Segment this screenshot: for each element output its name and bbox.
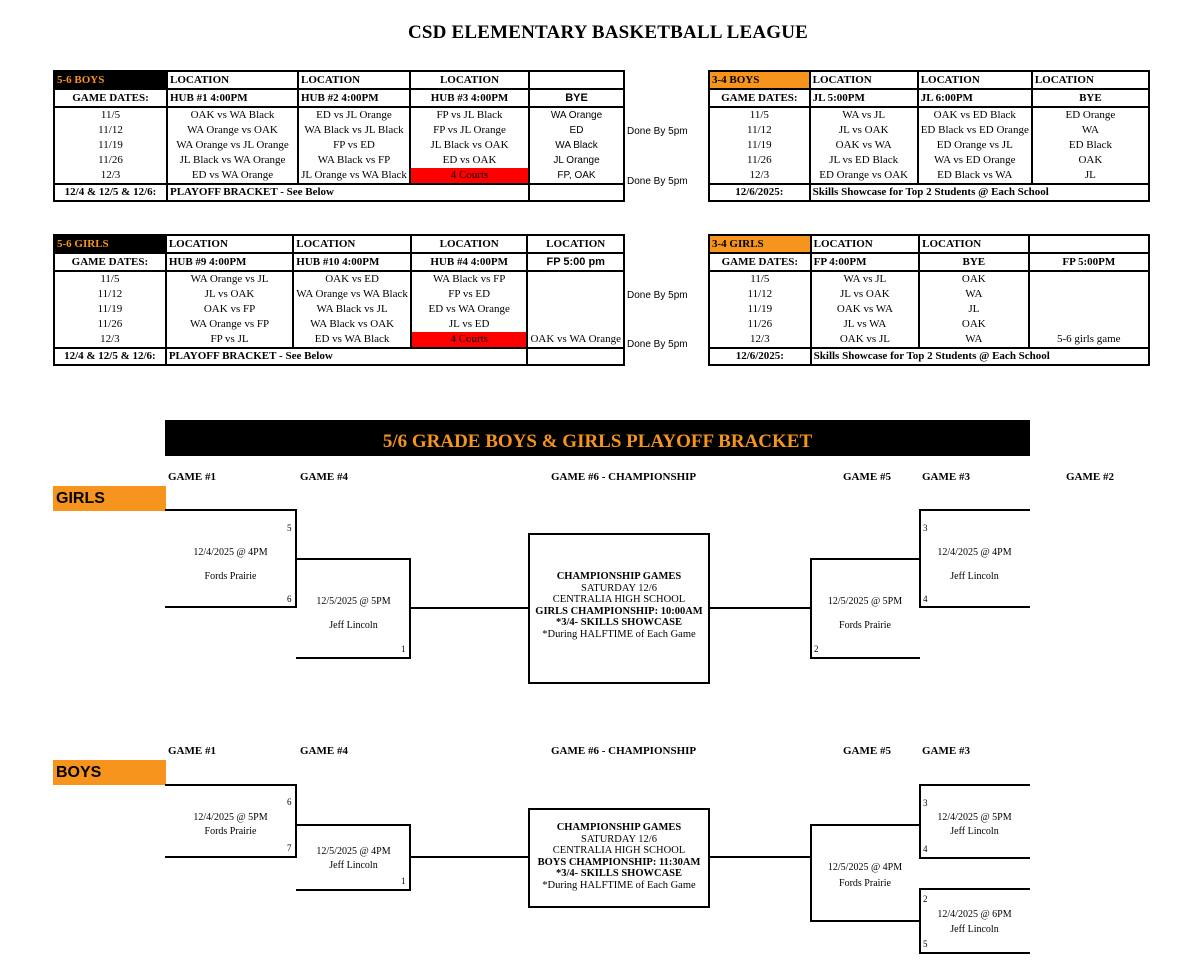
table-cell: 12/3 xyxy=(54,168,167,184)
table-cell: 11/12 xyxy=(709,123,810,138)
column-header: LOCATION xyxy=(166,235,293,253)
table-title: 5-6 GIRLS xyxy=(54,235,166,253)
column-header: LOCATION xyxy=(293,235,411,253)
bracket-banner: 5/6 GRADE BOYS & GIRLS PLAYOFF BRACKET xyxy=(165,420,1030,456)
table-cell: WA Orange vs WA Black xyxy=(293,287,411,302)
column-header xyxy=(529,71,624,89)
championship-date: SATURDAY 12/6 xyxy=(581,833,657,845)
table-cell: JL vs OAK xyxy=(166,287,293,302)
table-cell: 4 Courts xyxy=(410,168,529,184)
game-label: GAME #1 xyxy=(168,471,216,483)
table-cell xyxy=(527,302,624,317)
table-cell: OAK vs WA xyxy=(811,302,919,317)
column-header: LOCATION xyxy=(919,235,1028,253)
table-cell: 11/26 xyxy=(709,317,811,332)
game-date: 12/4/2025 @ 4PM xyxy=(937,547,1012,558)
column-header: FP 5:00 pm xyxy=(527,253,624,271)
game-location: Fords Prairie xyxy=(204,571,257,582)
championship-venue: CENTRALIA HIGH SCHOOL xyxy=(552,845,686,856)
table-cell: JL Black vs OAK xyxy=(410,138,529,153)
girls-34-schedule-table xyxy=(708,234,1150,366)
table-cell xyxy=(527,271,624,287)
table-cell: ED xyxy=(529,123,624,138)
column-header: LOCATION xyxy=(411,235,528,253)
table-cell: FP vs JL Orange xyxy=(410,123,529,138)
table-cell xyxy=(527,317,624,332)
table-cell: ED vs WA Black xyxy=(293,332,411,348)
table-cell: OAK vs WA Orange xyxy=(527,332,624,348)
table-cell xyxy=(1029,317,1149,332)
table-footer-label: 12/4 & 12/5 & 12/6: xyxy=(54,348,166,365)
table-cell: 12/3 xyxy=(709,332,811,348)
table-cell: WA vs JL xyxy=(811,271,919,287)
side-note: Done By 5pm xyxy=(627,339,688,350)
championship-venue: CENTRALIA HIGH SCHOOL xyxy=(552,594,686,605)
girls-56-schedule-table xyxy=(53,234,625,366)
table-cell: 11/19 xyxy=(54,138,167,153)
boys-34-schedule-table xyxy=(708,70,1150,202)
column-header: JL 6:00PM xyxy=(918,89,1032,107)
game-date: 12/5/2025 @ 4PM xyxy=(316,846,391,857)
table-cell: 12/3 xyxy=(54,332,166,348)
table-cell: ED Black vs ED Orange xyxy=(918,123,1032,138)
game-label: GAME #6 - CHAMPIONSHIP xyxy=(551,471,697,483)
table-cell: ED vs OAK xyxy=(410,153,529,168)
column-header: LOCATION xyxy=(811,235,919,253)
game-location: Fords Prairie xyxy=(839,878,891,889)
seed-number: 7 xyxy=(287,843,292,853)
column-header: LOCATION xyxy=(810,71,918,89)
game-label: GAME #2 xyxy=(1066,471,1114,483)
championship-time: GIRLS CHAMPIONSHIP: 10:00AM xyxy=(535,605,703,617)
table-cell: ED vs JL Orange xyxy=(298,107,410,123)
table-cell: ED Orange vs OAK xyxy=(810,168,918,184)
table-footer-text: Skills Showcase for Top 2 Students @ Each School xyxy=(810,184,1149,201)
table-cell: ED vs WA Orange xyxy=(411,302,528,317)
table-cell: WA xyxy=(919,332,1028,348)
table-cell: WA Black vs JL xyxy=(293,302,411,317)
table-cell: ED Black xyxy=(1032,138,1149,153)
table-cell xyxy=(1029,287,1149,302)
table-cell: OAK vs JL xyxy=(811,332,919,348)
seed-number: 6 xyxy=(287,594,292,604)
side-note: Done By 5pm xyxy=(627,126,688,137)
boys-championship-box xyxy=(528,808,710,908)
table-cell: OAK vs WA xyxy=(810,138,918,153)
game-location: Jeff Lincoln xyxy=(950,826,999,837)
game-date: 12/4/2025 @ 4PM xyxy=(193,547,268,558)
table-cell: 11/12 xyxy=(54,287,166,302)
table-cell: ED Orange vs JL xyxy=(918,138,1032,153)
seed-number: 3 xyxy=(923,523,928,533)
table-cell: 11/12 xyxy=(709,287,811,302)
skills-showcase: *3/4- SKILLS SHOWCASE xyxy=(555,868,683,879)
table-cell: ED Black vs WA xyxy=(918,168,1032,184)
table-footer-text: PLAYOFF BRACKET - See Below xyxy=(167,184,529,201)
girls-section-label: GIRLS xyxy=(53,486,166,511)
game-label: GAME #4 xyxy=(300,745,348,757)
table-cell: WA Black vs FP xyxy=(411,271,528,287)
table-footer-text: PLAYOFF BRACKET - See Below xyxy=(166,348,528,365)
table-cell: 11/26 xyxy=(54,317,166,332)
side-note: Done By 5pm xyxy=(627,176,688,187)
table-cell: FP vs ED xyxy=(298,138,410,153)
table-cell: JL Orange vs WA Black xyxy=(298,168,410,184)
table-title: 3-4 BOYS xyxy=(709,71,810,89)
championship-time: BOYS CHAMPIONSHIP: 11:30AM xyxy=(537,856,701,868)
table-cell: WA Black vs FP xyxy=(298,153,410,168)
table-cell: 11/5 xyxy=(709,271,811,287)
column-header: BYE xyxy=(1032,89,1149,107)
table-cell: 11/19 xyxy=(709,138,810,153)
table-cell: WA Orange vs JL Orange xyxy=(167,138,298,153)
side-note: Done By 5pm xyxy=(627,290,688,301)
table-cell: 11/5 xyxy=(54,107,167,123)
column-header: GAME DATES: xyxy=(709,89,810,107)
game-location: Jeff Lincoln xyxy=(329,860,378,871)
table-cell: JL vs ED Black xyxy=(810,153,918,168)
table-cell: WA Black vs JL Black xyxy=(298,123,410,138)
game-label: GAME #6 - CHAMPIONSHIP xyxy=(551,745,697,757)
column-header: GAME DATES: xyxy=(709,253,811,271)
game-label: GAME #3 xyxy=(922,471,970,483)
seed-number: 6 xyxy=(287,797,292,807)
table-title: 3-4 GIRLS xyxy=(709,235,811,253)
seed-number: 2 xyxy=(814,644,819,654)
column-header: FP 4:00PM xyxy=(811,253,919,271)
championship-title: CHAMPIONSHIP GAMES xyxy=(556,822,682,833)
table-cell: OAK xyxy=(919,271,1028,287)
table-cell: FP vs ED xyxy=(411,287,528,302)
column-header: LOCATION xyxy=(1032,71,1149,89)
table-cell: WA xyxy=(1032,123,1149,138)
table-cell: 11/19 xyxy=(54,302,166,317)
table-cell: OAK vs ED Black xyxy=(918,107,1032,123)
table-cell: JL Black vs WA Orange xyxy=(167,153,298,168)
column-header: HUB #1 4:00PM xyxy=(167,89,298,107)
table-cell: JL vs ED xyxy=(411,317,528,332)
game-label: GAME #4 xyxy=(300,471,348,483)
table-cell: JL vs OAK xyxy=(811,287,919,302)
table-cell: 5-6 girls game xyxy=(1029,332,1149,348)
table-cell: OAK vs ED xyxy=(293,271,411,287)
game-date: 12/4/2025 @ 6PM xyxy=(937,909,1012,920)
table-cell: ED vs WA Orange xyxy=(167,168,298,184)
seed-number: 4 xyxy=(923,844,928,854)
halftime-note: *During HALFTIME of Each Game xyxy=(542,628,696,640)
game-location: Jeff Lincoln xyxy=(950,571,999,582)
championship-title: CHAMPIONSHIP GAMES xyxy=(556,571,682,582)
seed-number: 1 xyxy=(401,644,406,654)
seed-number: 3 xyxy=(923,798,928,808)
seed-number: 2 xyxy=(923,894,928,904)
table-cell: WA vs ED Orange xyxy=(918,153,1032,168)
column-header: JL 5:00PM xyxy=(810,89,918,107)
game-label: GAME #5 xyxy=(843,745,891,757)
column-header: BYE xyxy=(919,253,1028,271)
championship-date: SATURDAY 12/6 xyxy=(581,582,657,594)
table-cell: JL xyxy=(1032,168,1149,184)
column-header: LOCATION xyxy=(527,235,624,253)
table-cell: 11/12 xyxy=(54,123,167,138)
table-cell: FP vs JL xyxy=(166,332,293,348)
game-date: 12/4/2025 @ 5PM xyxy=(937,812,1012,823)
skills-showcase: *3/4- SKILLS SHOWCASE xyxy=(555,617,683,628)
table-cell: FP, OAK xyxy=(529,168,624,184)
table-cell: JL vs WA xyxy=(811,317,919,332)
seed-number: 4 xyxy=(923,594,928,604)
game-label: GAME #3 xyxy=(922,745,970,757)
game-label: GAME #1 xyxy=(168,745,216,757)
game-location: Jeff Lincoln xyxy=(950,924,999,935)
table-cell: JL xyxy=(919,302,1028,317)
column-header: HUB #10 4:00PM xyxy=(293,253,411,271)
seed-number: 5 xyxy=(923,939,928,949)
table-cell xyxy=(527,287,624,302)
game-date: 12/5/2025 @ 4PM xyxy=(827,862,903,873)
column-header: LOCATION xyxy=(167,71,298,89)
column-header: HUB #3 4:00PM xyxy=(410,89,529,107)
game-location: Fords Prairie xyxy=(204,826,257,837)
table-title: 5-6 BOYS xyxy=(54,71,167,89)
column-header: HUB #4 4:00PM xyxy=(411,253,528,271)
table-footer-label: 12/4 & 12/5 & 12/6: xyxy=(54,184,167,201)
column-header: GAME DATES: xyxy=(54,253,166,271)
seed-number: 5 xyxy=(287,523,292,533)
table-cell: OAK vs FP xyxy=(166,302,293,317)
column-header: GAME DATES: xyxy=(54,89,167,107)
table-cell: WA vs JL xyxy=(810,107,918,123)
table-cell: 11/26 xyxy=(709,153,810,168)
table-cell: 11/5 xyxy=(54,271,166,287)
table-cell: FP vs JL Black xyxy=(410,107,529,123)
table-footer-label: 12/6/2025: xyxy=(709,348,811,365)
table-cell: ED Orange xyxy=(1032,107,1149,123)
game-location: Jeff Lincoln xyxy=(329,620,378,631)
halftime-note: *During HALFTIME of Each Game xyxy=(542,879,696,891)
column-header: HUB #9 4:00PM xyxy=(166,253,293,271)
table-cell: 11/26 xyxy=(54,153,167,168)
table-cell: WA Orange vs FP xyxy=(166,317,293,332)
table-cell: WA Orange vs OAK xyxy=(167,123,298,138)
table-cell: WA Orange xyxy=(529,107,624,123)
column-header xyxy=(1029,235,1149,253)
column-header: LOCATION xyxy=(298,71,410,89)
column-header: BYE xyxy=(529,89,624,107)
table-cell: 4 Courts xyxy=(411,332,528,348)
table-cell: WA Black vs OAK xyxy=(293,317,411,332)
game-date: 12/4/2025 @ 5PM xyxy=(193,812,268,823)
table-cell: 12/3 xyxy=(709,168,810,184)
column-header: LOCATION xyxy=(410,71,529,89)
seed-number: 1 xyxy=(401,876,406,886)
page-title: CSD ELEMENTARY BASKETBALL LEAGUE xyxy=(407,22,809,43)
table-footer-text: Skills Showcase for Top 2 Students @ Each School xyxy=(811,348,1149,365)
table-cell xyxy=(1029,302,1149,317)
boys-section-label: BOYS xyxy=(53,760,166,785)
game-date: 12/5/2025 @ 5PM xyxy=(827,596,903,607)
table-cell: OAK vs WA Black xyxy=(167,107,298,123)
table-cell: 11/19 xyxy=(709,302,811,317)
game-location: Fords Prairie xyxy=(839,620,891,631)
column-header: LOCATION xyxy=(918,71,1032,89)
table-cell: WA Orange vs JL xyxy=(166,271,293,287)
table-cell: WA xyxy=(919,287,1028,302)
game-date: 12/5/2025 @ 5PM xyxy=(316,596,391,607)
boys-56-schedule-table xyxy=(53,70,625,202)
column-header: HUB #2 4:00PM xyxy=(298,89,410,107)
game-label: GAME #5 xyxy=(843,471,891,483)
table-cell: 11/5 xyxy=(709,107,810,123)
column-header: FP 5:00PM xyxy=(1029,253,1149,271)
table-cell: OAK xyxy=(919,317,1028,332)
table-cell: JL vs OAK xyxy=(810,123,918,138)
girls-championship-box xyxy=(528,533,710,684)
table-footer-label: 12/6/2025: xyxy=(709,184,810,201)
table-cell: JL Orange xyxy=(529,153,624,168)
table-cell xyxy=(1029,271,1149,287)
table-cell: WA Black xyxy=(529,138,624,153)
table-cell: OAK xyxy=(1032,153,1149,168)
